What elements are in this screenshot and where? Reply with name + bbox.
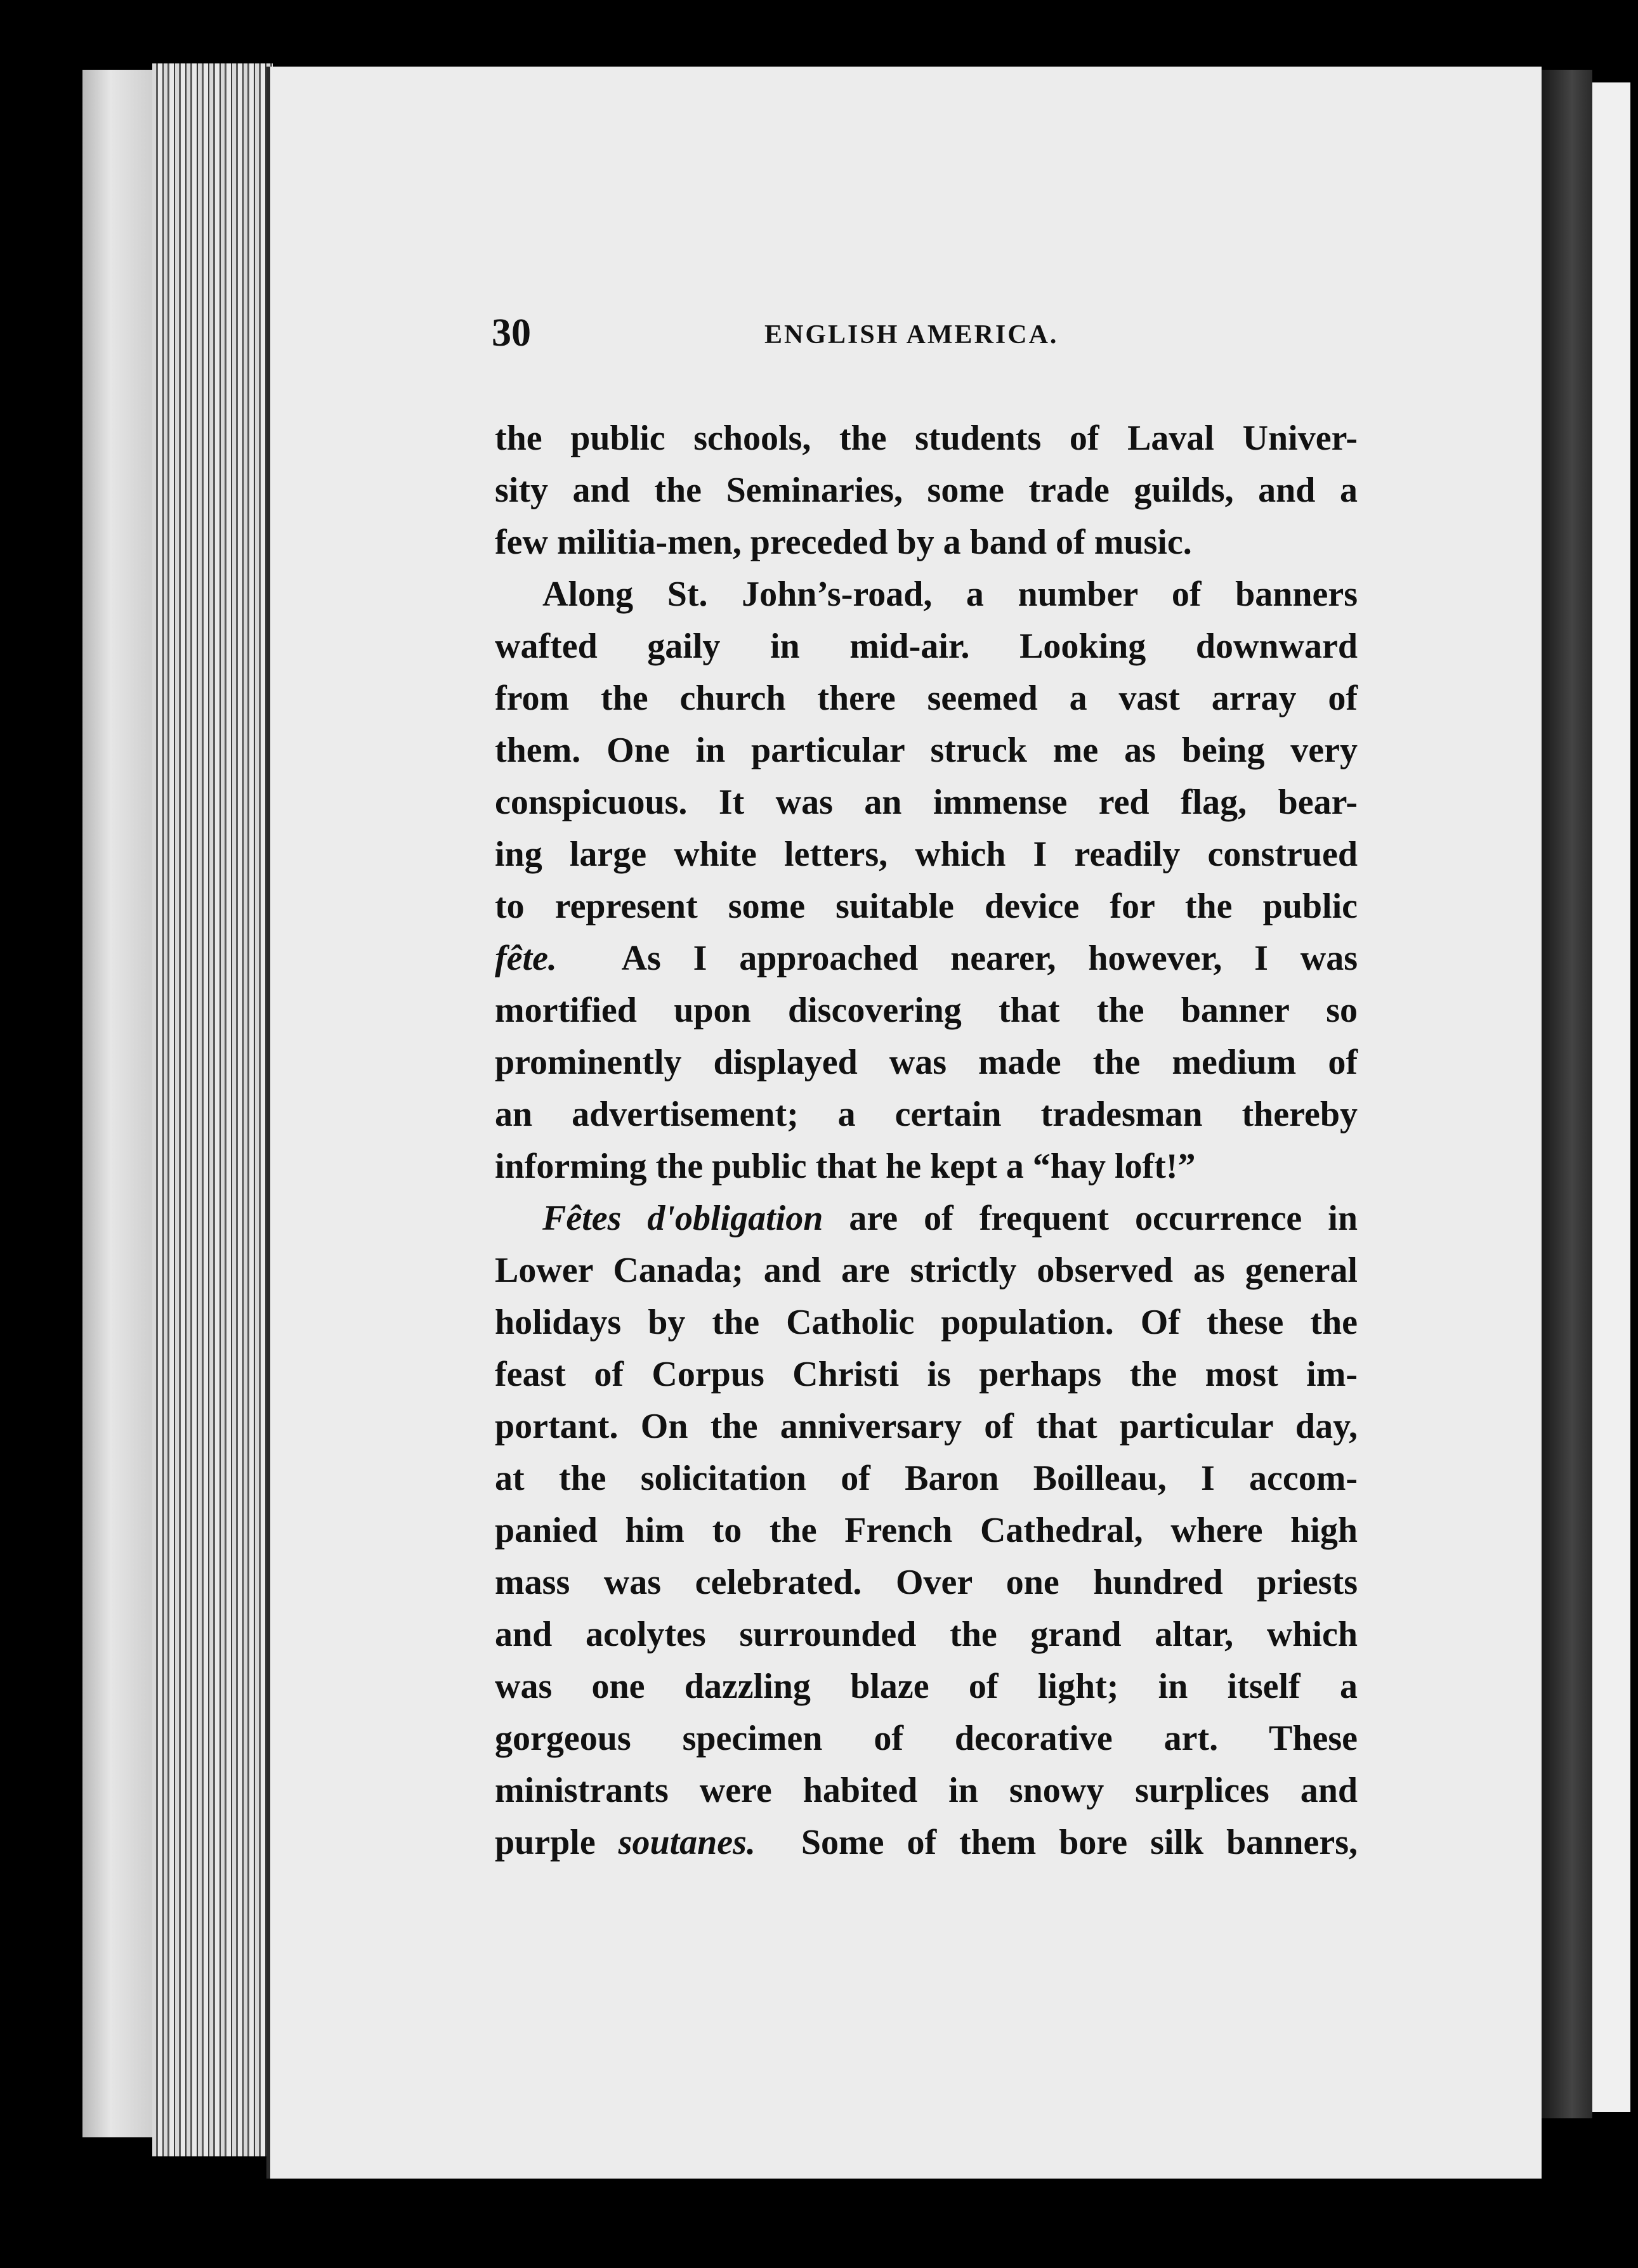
italic-word: fête. [495,939,557,978]
running-head: ENGLISH AMERICA. [764,320,1059,349]
text-line: wafted gaily in mid-air. Looking downward [495,627,1358,666]
text-line: Lower Canada; and are strictly observed as general [495,1251,1358,1290]
facing-page-edge [1592,82,1630,2112]
page-edges [152,63,273,2156]
italic-word: soutanes. [618,1823,756,1862]
text-segment: Some of them bore silk banners, [801,1823,1358,1862]
text-line-mixed [495,932,1358,984]
text-line: few militia-men, preceded by a band of music. [495,523,1192,562]
text-line: informing the public that he kept a “hay loft!” [495,1147,1196,1186]
text-line: from the church there seemed a vast array of [495,679,1358,718]
text-line: gorgeous specimen of decorative art. These [495,1719,1358,1758]
text-line: was one dazzling blaze of light; in itself a [495,1667,1358,1706]
text-line: ing large white letters, which I readily construed [495,835,1358,874]
text-line: at the solicitation of Baron Boilleau, I accom- [495,1459,1358,1498]
text-line: an advertisement; a certain tradesman thereby [495,1095,1358,1134]
text-line: panied him to the French Cathedral, where high [495,1511,1358,1550]
body-text [495,412,1358,1868]
text-line: mortified upon discovering that the banner so [495,991,1358,1030]
text-line: to represent some suitable device for the public [495,887,1358,926]
text-line: feast of Corpus Christi is perhaps the most im- [495,1355,1358,1394]
text-line: portant. On the anniversary of that particular day, [495,1407,1358,1446]
page-header [492,311,1361,368]
page-number: 30 [492,311,531,355]
italic-phrase: Fêtes d'obligation [542,1199,823,1238]
text-line: them. One in particular struck me as being very [495,731,1358,770]
text-line: sity and the Seminaries, some trade guilds, and a [495,471,1358,510]
text-line: the public schools, the students of Laval Univer- [495,419,1358,458]
text-line: conspicuous. It was an immense red flag, bear- [495,783,1358,822]
text-line: and acolytes surrounded the grand altar, which [495,1615,1358,1654]
text-segment: As I approached nearer, however, I was [621,939,1358,978]
scan-left-margin [82,70,152,2137]
text-line-mixed [495,1192,1358,1244]
text-line: Along St. John’s-road, a number of banners [542,575,1358,614]
text-segment: are of frequent occurrence in [849,1199,1358,1238]
text-line: mass was celebrated. Over one hundred priests [495,1563,1358,1602]
text-line: ministrants were habited in snowy surplices and [495,1771,1358,1810]
book-gutter [1542,70,1592,2118]
text-line: holidays by the Catholic population. Of these the [495,1303,1358,1342]
text-line-mixed [495,1816,1358,1868]
text-segment: purple [495,1823,596,1862]
text-line: prominently displayed was made the medium of [495,1043,1358,1082]
